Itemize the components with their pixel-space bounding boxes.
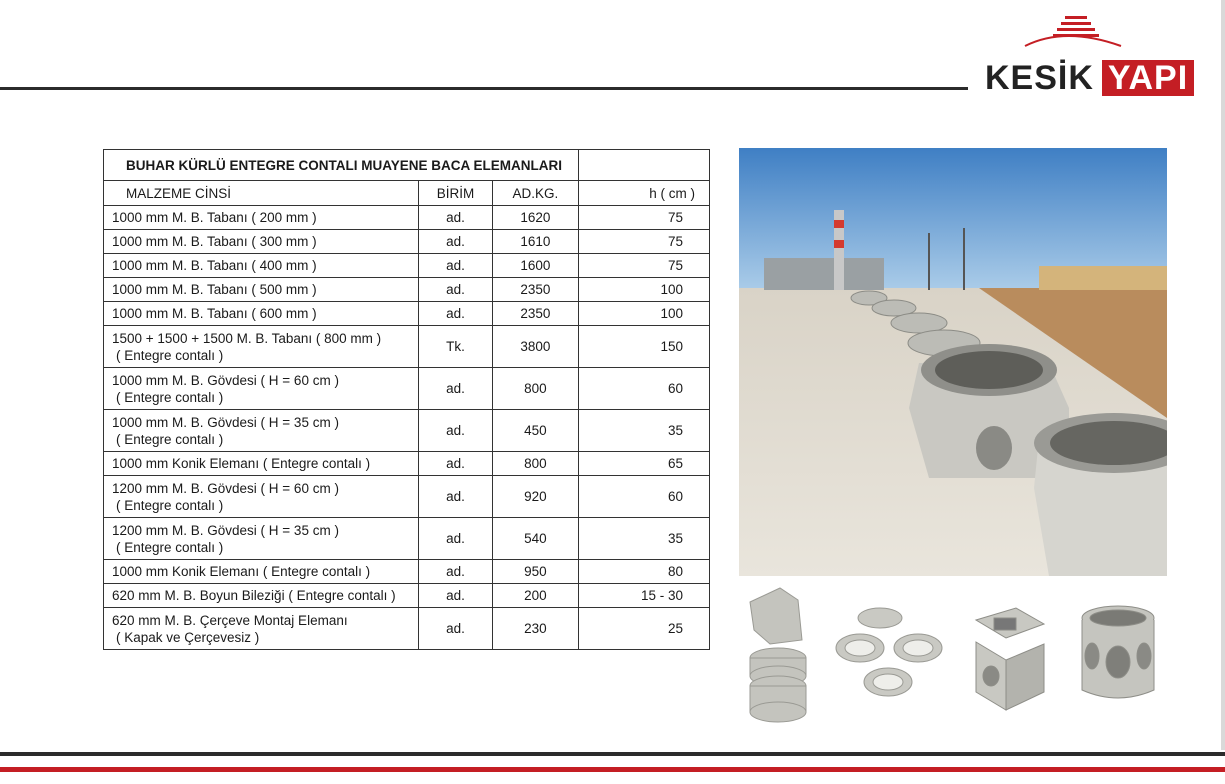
cell-name-text: 1000 mm M. B. Gövdesi ( H = 60 cm ) — [112, 372, 339, 388]
cell-weight: 2350 — [492, 278, 579, 302]
company-logo — [985, 8, 1189, 98]
cell-unit: ad. — [419, 608, 492, 650]
table-row — [104, 326, 710, 368]
header-rule — [0, 87, 968, 90]
cell-name-subtext: ( Entegre contalı ) — [116, 539, 224, 555]
cell-height: 35 — [579, 518, 710, 560]
cell-weight: 200 — [492, 584, 579, 608]
cell-name-text: 1000 mm Konik Elemanı ( Entegre contalı ) — [112, 456, 371, 471]
cell-weight: 540 — [492, 518, 579, 560]
product-table — [103, 149, 710, 650]
cell-name-text: 1000 mm M. B. Gövdesi ( H = 35 cm ) — [112, 414, 339, 430]
cell-name — [104, 302, 419, 326]
header-height: h ( cm ) — [579, 181, 710, 206]
cell-name — [104, 410, 419, 452]
cell-weight: 1610 — [492, 230, 579, 254]
cell-name-subtext: ( Entegre contalı ) — [116, 431, 224, 447]
cell-weight: 1600 — [492, 254, 579, 278]
page-edge-rule — [1221, 0, 1225, 750]
precast-yard-image — [739, 148, 1167, 576]
cell-height: 65 — [579, 452, 710, 476]
cell-name-text: 620 mm M. B. Çerçeve Montaj Elemanı — [112, 612, 348, 628]
table-row — [104, 608, 710, 650]
table-row — [104, 254, 710, 278]
cell-height: 25 — [579, 608, 710, 650]
cell-weight: 3800 — [492, 326, 579, 368]
footer-rule-red — [0, 767, 1225, 772]
cell-unit: ad. — [419, 368, 492, 410]
cell-height: 80 — [579, 560, 710, 584]
cell-name — [104, 560, 419, 584]
table-row — [104, 476, 710, 518]
cell-weight: 800 — [492, 452, 579, 476]
cell-name-text: 1000 mm M. B. Tabanı ( 600 mm ) — [112, 306, 317, 321]
table-title-row — [104, 150, 710, 181]
cell-unit: ad. — [419, 206, 492, 230]
table-header-row — [104, 181, 710, 206]
product-thumbnails — [740, 580, 1167, 730]
cell-name — [104, 206, 419, 230]
cell-height: 75 — [579, 230, 710, 254]
cell-name — [104, 254, 419, 278]
cell-height: 75 — [579, 206, 710, 230]
table-row — [104, 518, 710, 560]
header-name: MALZEME CİNSİ — [104, 181, 419, 206]
cell-name-text: 620 mm M. B. Boyun Bileziği ( Entegre contalı ) — [112, 588, 396, 603]
cell-weight: 1620 — [492, 206, 579, 230]
cell-weight: 950 — [492, 560, 579, 584]
cell-name — [104, 608, 419, 650]
table-title-spacer — [579, 150, 710, 181]
header-unit: BİRİM — [419, 181, 492, 206]
cell-name-text: 1000 mm M. B. Tabanı ( 200 mm ) — [112, 210, 317, 225]
cell-name — [104, 476, 419, 518]
site-photo — [739, 148, 1167, 576]
cell-name-subtext: ( Entegre contalı ) — [116, 497, 224, 513]
cell-unit: ad. — [419, 584, 492, 608]
cell-name-subtext: ( Kapak ve Çerçevesiz ) — [116, 629, 260, 645]
cell-height: 100 — [579, 302, 710, 326]
cell-name-text: 1000 mm Konik Elemanı ( Entegre contalı ) — [112, 564, 371, 579]
cell-name-text: 1000 mm M. B. Tabanı ( 400 mm ) — [112, 258, 317, 273]
cell-height: 35 — [579, 410, 710, 452]
cell-name-text: 1000 mm M. B. Tabanı ( 300 mm ) — [112, 234, 317, 249]
cell-weight: 920 — [492, 476, 579, 518]
cell-height: 60 — [579, 476, 710, 518]
logo-wordmark-left: KESİK — [985, 59, 1094, 97]
cell-name — [104, 230, 419, 254]
cell-unit: ad. — [419, 518, 492, 560]
table-row — [104, 584, 710, 608]
table-row — [104, 206, 710, 230]
cell-unit: ad. — [419, 410, 492, 452]
cell-name — [104, 518, 419, 560]
table-title: BUHAR KÜRLÜ ENTEGRE CONTALI MUAYENE BACA ELEMANLARI — [104, 150, 579, 181]
cell-height: 75 — [579, 254, 710, 278]
cell-weight: 230 — [492, 608, 579, 650]
cell-unit: ad. — [419, 230, 492, 254]
table-row — [104, 560, 710, 584]
cell-name — [104, 584, 419, 608]
table-row — [104, 278, 710, 302]
cell-name-text: 1500 + 1500 + 1500 M. B. Tabanı ( 800 mm ) — [112, 330, 382, 346]
table-row — [104, 410, 710, 452]
cell-name-subtext: ( Entegre contalı ) — [116, 347, 224, 363]
cell-name — [104, 452, 419, 476]
cell-unit: ad. — [419, 278, 492, 302]
cell-name-text: 1200 mm M. B. Gövdesi ( H = 35 cm ) — [112, 522, 339, 538]
precast-elements-image — [740, 580, 1167, 730]
table-row — [104, 368, 710, 410]
cell-weight: 800 — [492, 368, 579, 410]
cell-weight: 450 — [492, 410, 579, 452]
cell-unit: ad. — [419, 254, 492, 278]
cell-name-text: 1000 mm M. B. Tabanı ( 500 mm ) — [112, 282, 317, 297]
cell-unit: Tk. — [419, 326, 492, 368]
cell-name-subtext: ( Entegre contalı ) — [116, 389, 224, 405]
logo-wordmark-right: YAPI — [1102, 60, 1194, 96]
cell-unit: ad. — [419, 560, 492, 584]
cell-name-text: 1200 mm M. B. Gövdesi ( H = 60 cm ) — [112, 480, 339, 496]
header-weight: AD.KG. — [492, 181, 579, 206]
cell-height: 60 — [579, 368, 710, 410]
table-row — [104, 302, 710, 326]
roof-icon — [1005, 8, 1125, 58]
cell-unit: ad. — [419, 476, 492, 518]
table-row — [104, 452, 710, 476]
cell-name — [104, 278, 419, 302]
cell-unit: ad. — [419, 302, 492, 326]
cell-unit: ad. — [419, 452, 492, 476]
cell-weight: 2350 — [492, 302, 579, 326]
cell-name — [104, 326, 419, 368]
cell-height: 150 — [579, 326, 710, 368]
footer-rule-dark — [0, 752, 1225, 756]
table-row — [104, 230, 710, 254]
cell-height: 15 - 30 — [579, 584, 710, 608]
cell-name — [104, 368, 419, 410]
cell-height: 100 — [579, 278, 710, 302]
